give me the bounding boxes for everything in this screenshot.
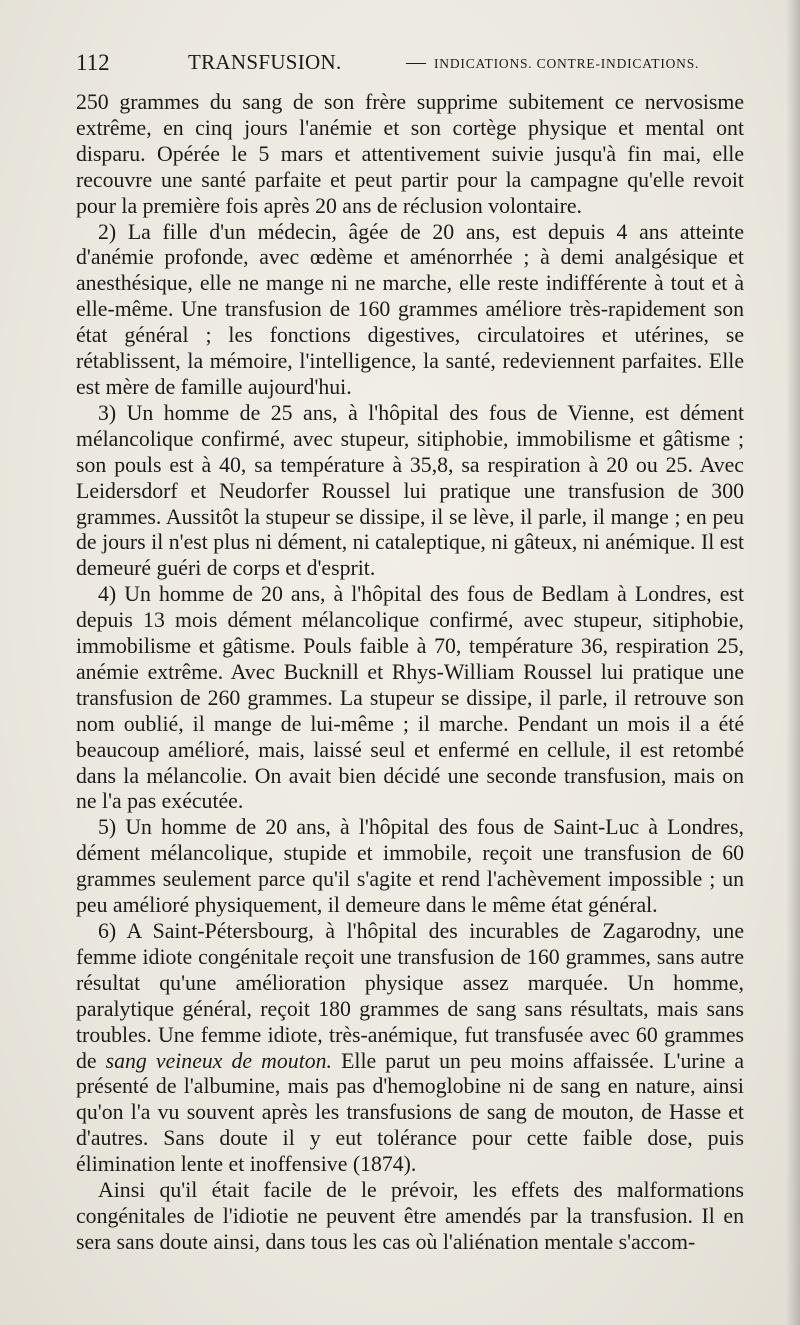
header-subtitle: INDICATIONS. CONTRE-INDICATIONS. (434, 56, 700, 71)
page-number: 112 (76, 50, 110, 75)
paragraph-conclusion: Ainsi qu'il était facile de le prévoir, les effets des malformations congénitales de l'idiotie ne peuvent être amendés par la transfusion. Il en sera sans doute ainsi, dans tous les cas où l'aliénation mentale s'accom- (76, 1178, 744, 1254)
page-edge-shadow (786, 0, 800, 1325)
paragraph-case-3: 3) Un homme de 25 ans, à l'hôpital des fous de Vienne, est dément mélancolique confirmé, avec stupeur, sitiphobie, immobilisme et gâtisme ; son pouls est à 40, sa température à 35,8, sa respiration à 20 ou 25. Avec Leidersdorf et Neudorfer Roussel lui pratique une transfusion de 300 grammes. Aussitôt la stupeur se dissipe, il se lève, il parle, il mange ; en peu de jours il n'est plus ni dément, ni cataleptique, ni gâteux, ni anémique. Il est demeuré guéri de corps et d'esprit. (76, 400, 744, 581)
running-header (76, 50, 744, 80)
paragraph-case-6-text: 6) A Saint-Pétersbourg, à l'hôpital des incurables de Zagarodny, une femme idiote congénitale reçoit une transfusion de 160 grammes, sans autre résultat qu'une amélioration physique assez marquée. Un homme, paralytique général, reçoit 180 grammes de sang sans résultats, mais sans troubles. Une femme idiote, très-anémique, fut transfusée avec 60 grammes de (76, 919, 744, 1073)
paragraph-case-6-text-end: Elle parut un peu moins affaissée. L'urine a présenté de l'albumine, mais pas d'hemoglobine ni de sang en nature, ainsi qu'on l'a vu souvent après les transfusions de sang de mouton, de Hasse et d'autres. Sans doute il y eut tolérance pour cette faible dose, puis élimination lente et inoffensive (1874). (76, 1048, 745, 1177)
body-text (76, 90, 744, 1256)
italic-phrase: sang veineux de mouton. (105, 1048, 333, 1073)
paragraph-case-5: 5) Un homme de 20 ans, à l'hôpital des fous de Saint-Luc à Londres, dément mélancolique, stupide et immobile, reçoit une transfusion de 60 grammes seulement parce qu'il s'agite et rend l'achèvement impossible ; un peu amélioré physiquement, il demeure dans le même état général. (76, 815, 744, 918)
paragraph-case-4: 4) Un homme de 20 ans, à l'hôpital des fous de Bedlam à Londres, est depuis 13 mois dément mélancolique confirmé, avec stupeur, sitiphobie, immobilisme et gâtisme. Pouls faible à 70, température 36, respiration 25, anémie extrême. Avec Bucknill et Rhys-William Roussel lui pratique une transfusion de 260 grammes. La stupeur se dissipe, il parle, il retrouve son nom oublié, il mange de lui-même ; il marche. Pendant un mois il a été beaucoup amélioré, mais, laissé seul et enfermé en cellule, il est retombé dans la mélancolie. On avait bien décidé une seconde transfusion, mais on ne l'a pas exécutée. (76, 582, 744, 814)
paragraph-continuation: 250 grammes du sang de son frère supprime subitement ce nervosisme extrême, en cinq jours l'anémie et son cortège physique et mental ont disparu. Opérée le 5 mars et attentivement suivie jusqu'à fin mai, elle recouvre une santé parfaite et peut partir pour la campagne qu'elle revoit pour la première fois après 20 ans de réclusion volontaire. (76, 90, 744, 218)
paragraph-case-6 (76, 919, 744, 1178)
header-title: TRANSFUSION. (188, 50, 342, 74)
header-dash: — (406, 51, 426, 73)
paragraph-case-2: 2) La fille d'un médecin, âgée de 20 ans, est depuis 4 ans atteinte d'anémie profonde, avec œdème et aménorrhée ; à demi analgésique et anesthésique, elle ne mange ni ne marche, elle reste indifférente à tout et à elle-même. Une transfusion de 160 grammes améliore très-rapidement son état général ; les fonctions digestives, circulatoires et utérines, se rétablissent, la mémoire, l'intelligence, la santé, redeviennent parfaites. Elle est mère de famille aujourd'hui. (76, 219, 744, 399)
